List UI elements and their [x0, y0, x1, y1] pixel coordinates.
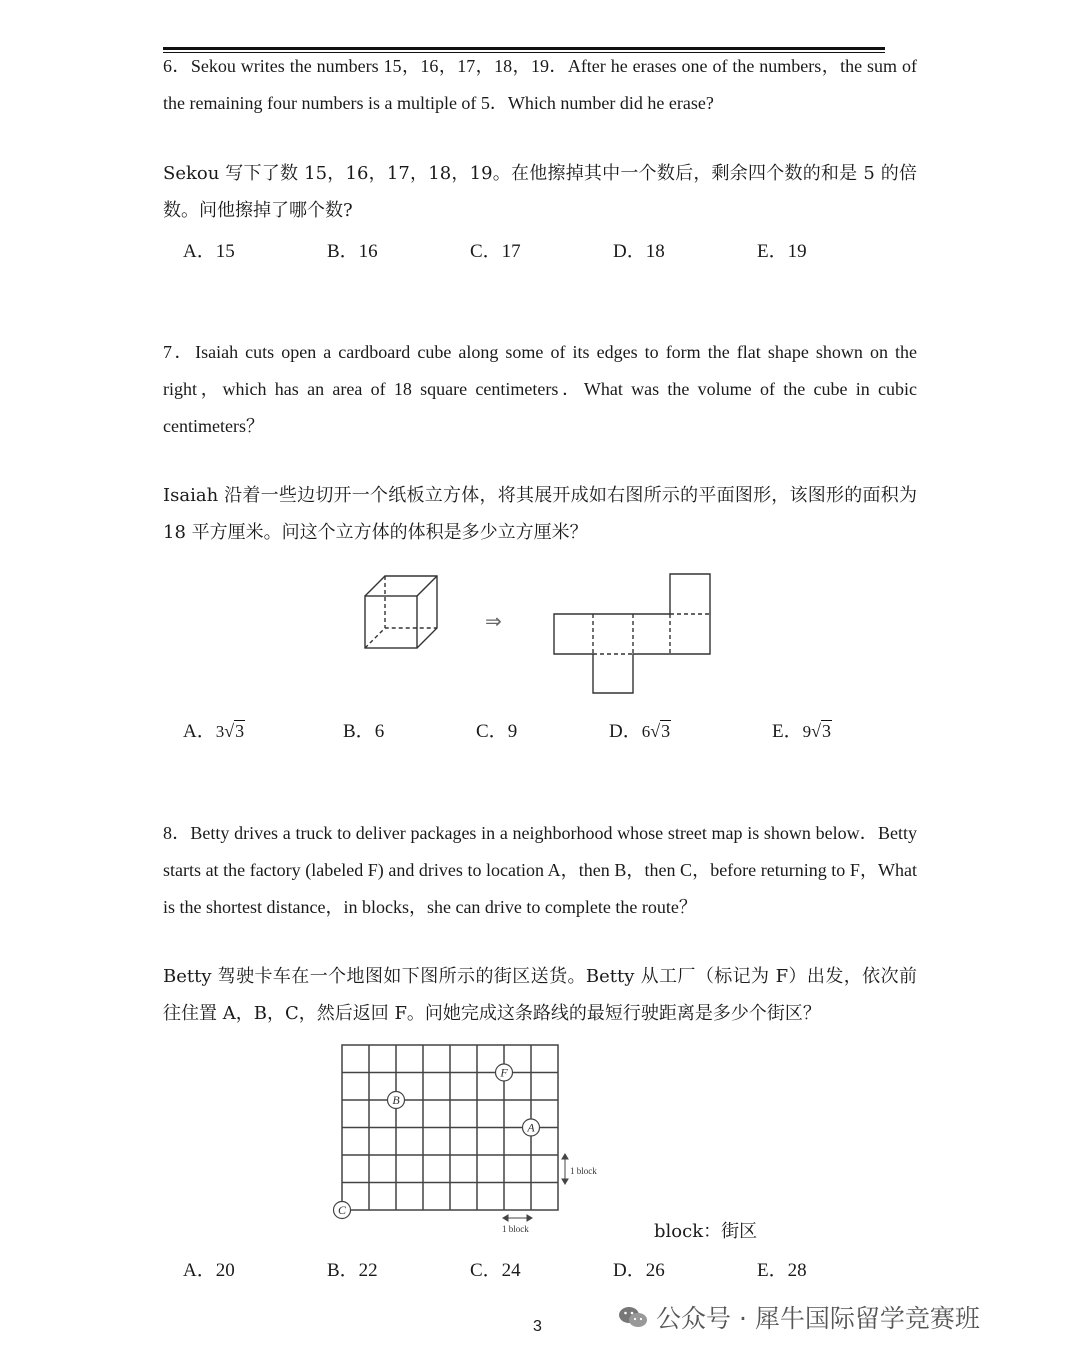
- scale-horizontal-label: 1 block: [502, 1224, 529, 1234]
- q6-option-b: B．16: [327, 241, 378, 262]
- arrow-icon: ⇒: [485, 609, 502, 633]
- svg-text:F: F: [500, 1065, 508, 1080]
- map-caption: block：街区: [654, 1221, 758, 1242]
- cube-top-edge: [417, 576, 437, 596]
- q8-english: 8．Betty drives a truck to deliver packages in a neighborhood whose street map is shown below．Betty starts at the factory (labeled F) and drives to location A，then B，then C，before returning to F，What is the shortest distance，in blocks，she can drive to complete the route？: [163, 823, 917, 917]
- cube-drawing: [365, 576, 437, 648]
- marker-f: [496, 1064, 513, 1081]
- q8-option-c: C．24: [470, 1260, 521, 1281]
- watermark: [618, 1297, 980, 1337]
- svg-text:B: B: [392, 1093, 400, 1107]
- q6-chinese: Sekou 写下了数 15，16，17，18，19。在他擦掉其中一个数后，剩余四个数的和是 5 的倍数。问他擦掉了哪个数?: [163, 163, 917, 221]
- net-drawing: [554, 574, 710, 693]
- marker-a: [523, 1119, 540, 1136]
- q7-option-a: A．3√3: [183, 721, 245, 742]
- q7-option-b: B．6: [343, 721, 385, 742]
- q7-option-d: D．6√3: [609, 721, 671, 742]
- street-map-figure: [326, 1040, 616, 1240]
- wechat-icon: [618, 1305, 648, 1329]
- q7-option-e: E．9√3: [772, 721, 831, 742]
- q8-chinese: Betty 驾驶卡车在一个地图如下图所示的街区送货。Betty 从工厂（标记为 F）出发，依次前往住置 A，B，C，然后返回 F。问她完成这条路线的最短行驶距离是多少个街区？: [163, 966, 917, 1024]
- q8-option-a: A．20: [183, 1260, 235, 1281]
- scale-vertical-label: 1 block: [570, 1166, 597, 1176]
- q6-option-a: A．15: [183, 241, 235, 262]
- cube-front-face: [365, 596, 417, 648]
- q8-option-b: B．22: [327, 1260, 378, 1281]
- q8-options: [183, 1255, 923, 1285]
- q6-option-e: E．19: [757, 241, 807, 262]
- marker-b: [388, 1092, 405, 1109]
- scale-horizontal: [503, 1215, 532, 1221]
- svg-text:A: A: [527, 1120, 535, 1135]
- q7-chinese: Isaiah 沿着一些边切开一个纸板立方体，将其展开成如右图所示的平面图形，该图形的面积为 18 平方厘米。问这个立方体的体积是多少立方厘米？: [163, 485, 917, 543]
- q6-english: 6．Sekou writes the numbers 15，16，17，18，19．After he erases one of the numbers，the sum of the remaining four numbers is a multiple of 5．Which number did he erase?: [163, 56, 917, 113]
- q6-option-c: C．17: [470, 241, 521, 262]
- marker-c: [334, 1202, 351, 1219]
- svg-text:C: C: [337, 1203, 347, 1217]
- q6-options: [183, 236, 923, 266]
- q8-option-e: E．28: [757, 1260, 807, 1281]
- watermark-text: 公众号 · 犀牛国际留学竞赛班: [656, 1304, 980, 1333]
- net-outline: [554, 574, 710, 693]
- page-number: 3: [533, 1318, 542, 1335]
- q7-option-c: C．9: [476, 721, 518, 742]
- cube-net-figure: [355, 566, 725, 696]
- q8-option-d: D．26: [613, 1260, 665, 1281]
- q6-option-d: D．18: [613, 241, 665, 262]
- scale-vertical: [562, 1154, 568, 1184]
- net-fold-lines: [593, 614, 710, 654]
- q7-options: [183, 716, 923, 746]
- q7-english: 7．Isaiah cuts open a cardboard cube along some of its edges to form the flat shape shown on the right，which has an area of 18 square centimeters．What was the volume of the cube in cubic centimeters？: [163, 342, 917, 436]
